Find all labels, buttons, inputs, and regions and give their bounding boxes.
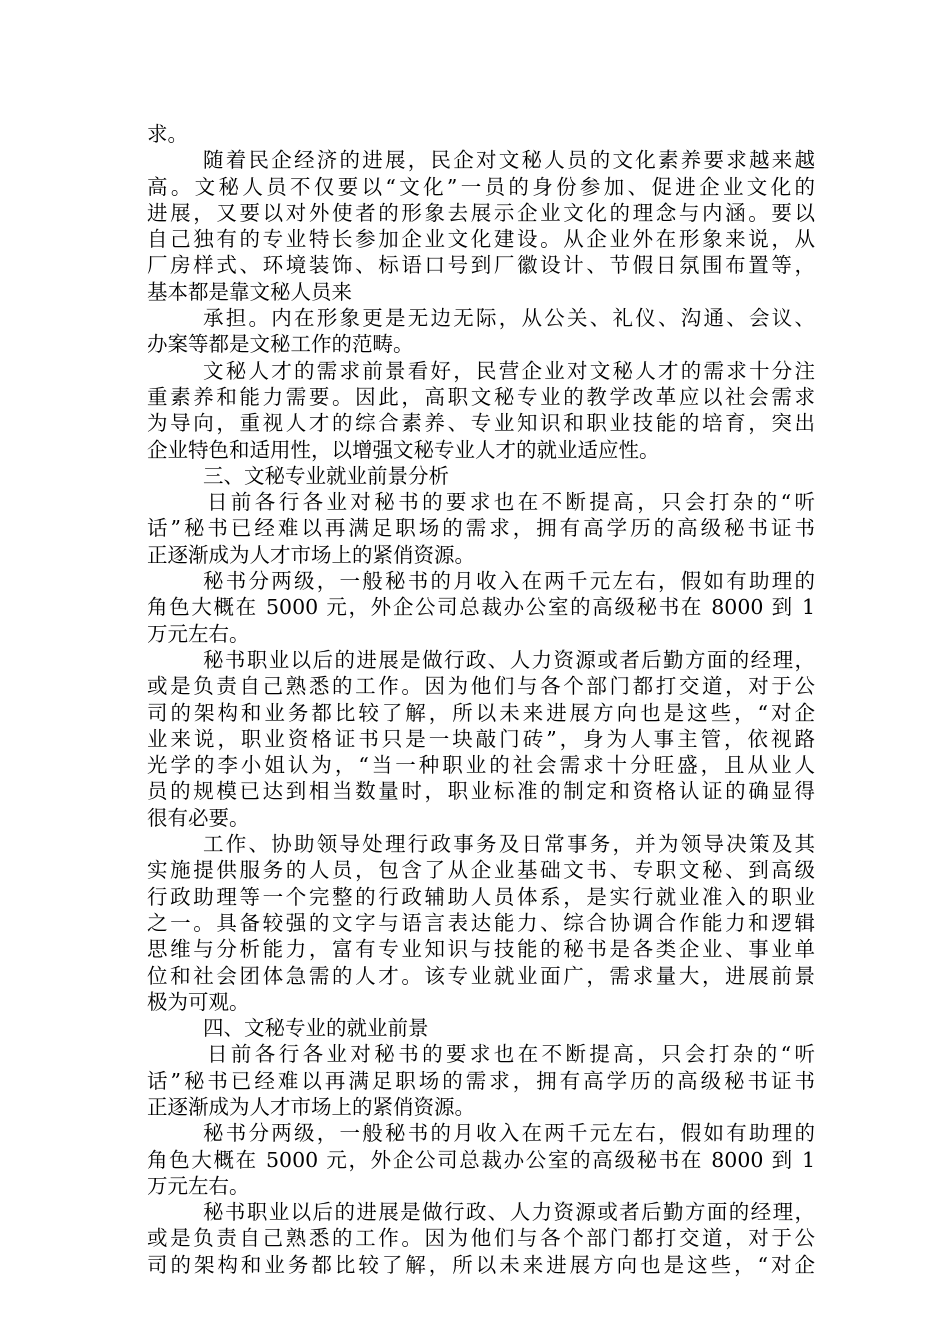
document-body	[147, 121, 815, 1278]
text-line: 或是负责自己熟悉的工作。因为他们与各个部门都打交道，对于公	[147, 674, 815, 699]
text-line: 高。文秘人员不仅要以“文化”一员的身份参加、促进企业文化的	[147, 174, 815, 199]
text-line: 万元左右。	[147, 621, 250, 646]
text-line: 四、文秘专业的就业前景	[203, 1016, 429, 1041]
text-line: 企业特色和适用性，以增强文秘专业人才的就业适应性。	[147, 437, 660, 462]
text-line: 司的架构和业务都比较了解，所以未来进展方向也是这些，“对企	[147, 700, 815, 725]
text-line: 三、文秘专业就业前景分析	[203, 463, 449, 488]
text-line: 角色大概在 5000 元，外企公司总裁办公室的高级秘书在 8000 到 1	[147, 595, 815, 620]
text-line: 进展，又要以对外使者的形象去展示企业文化的理念与内涵。要以	[147, 200, 815, 225]
text-line: 或是负责自己熟悉的工作。因为他们与各个部门都打交道，对于公	[147, 1226, 815, 1251]
text-line: 秘书职业以后的进展是做行政、人力资源或者后勤方面的经理，	[203, 647, 815, 672]
text-line: 话”秘书已经难以再满足职场的需求，拥有高学历的高级秘书证书	[147, 1068, 815, 1093]
text-line: 很有必要。	[147, 805, 250, 830]
text-line: 办案等都是文秘工作的范畴。	[147, 332, 414, 357]
text-line: 承担。内在形象更是无边无际，从公关、礼仪、沟通、会议、	[203, 306, 815, 331]
text-line: 行政助理等一个完整的行政辅助人员体系，是实行就业准入的职业	[147, 884, 815, 909]
text-line: 自己独有的专业特长参加企业文化建设。从企业外在形象来说，从	[147, 227, 815, 252]
text-line: 极为可观。	[147, 989, 250, 1014]
text-line: 秘书职业以后的进展是做行政、人力资源或者后勤方面的经理，	[203, 1200, 815, 1225]
text-line: 为导向，重视人才的综合素养、专业知识和职业技能的培育，突出	[147, 411, 815, 436]
text-line: 业来说，职业资格证书只是一块敲门砖”，身为人事主管，依视路	[147, 726, 815, 751]
text-line: 实施提供服务的人员，包含了从企业基础文书、专职文秘、到高级	[147, 858, 815, 883]
text-line: 正逐渐成为人才市场上的紧俏资源。	[147, 1094, 475, 1119]
text-line: 随着民企经济的进展，民企对文秘人员的文化素养要求越来越	[203, 148, 815, 173]
text-line: 万元左右。	[147, 1173, 250, 1198]
text-line: 话”秘书已经难以再满足职场的需求，拥有高学历的高级秘书证书	[147, 516, 815, 541]
text-line: 厂房样式、环境装饰、标语口号到厂徽设计、节假日氛围布置等，	[147, 253, 815, 278]
text-line: 光学的李小姐认为，“当一种职业的社会需求十分旺盛，且从业人	[147, 753, 815, 778]
text-line: 日前各行各业对秘书的要求也在不断提高，只会打杂的“听	[207, 1042, 815, 1067]
text-line: 员的规模已达到相当数量时，职业标准的制定和资格认证的确显得	[147, 779, 815, 804]
text-line: 重素养和能力需要。因此，高职文秘专业的教学改革应以社会需求	[147, 384, 815, 409]
text-line: 司的架构和业务都比较了解，所以未来进展方向也是这些，“对企	[147, 1252, 815, 1277]
text-line: 求。	[147, 122, 188, 146]
text-line: 之一。具备较强的文字与语言表达能力、综合协调合作能力和逻辑	[147, 910, 815, 935]
text-line: 正逐渐成为人才市场上的紧俏资源。	[147, 542, 475, 567]
text-line: 秘书分两级，一般秘书的月收入在两千元左右，假如有助理的	[203, 569, 815, 594]
text-line: 角色大概在 5000 元，外企公司总裁办公室的高级秘书在 8000 到 1	[147, 1147, 815, 1172]
text-line: 基本都是靠文秘人员来	[147, 279, 352, 304]
text-line: 文秘人才的需求前景看好，民营企业对文秘人才的需求十分注	[203, 358, 815, 383]
text-line: 思维与分析能力，富有专业知识与技能的秘书是各类企业、事业单	[147, 937, 815, 962]
text-line: 日前各行各业对秘书的要求也在不断提高，只会打杂的“听	[207, 490, 815, 515]
text-line: 位和社会团体急需的人才。该专业就业面广，需求量大，进展前景	[147, 963, 815, 988]
text-line: 工作、协助领导处理行政事务及日常事务，并为领导决策及其	[203, 832, 815, 857]
text-line: 秘书分两级，一般秘书的月收入在两千元左右，假如有助理的	[203, 1121, 815, 1146]
